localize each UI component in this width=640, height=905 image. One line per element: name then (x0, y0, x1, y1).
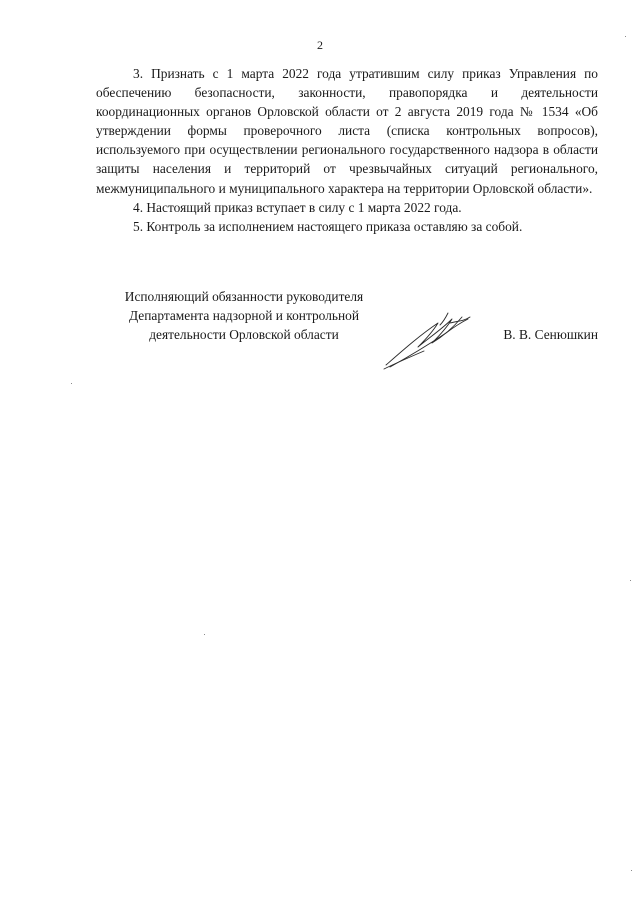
scan-speck (625, 36, 626, 37)
signer-title-line: Исполняющий обязанности руководителя (124, 289, 364, 304)
signer-name: В. В. Сенюшкин (503, 327, 598, 342)
paragraph-4: 4. Настоящий приказ вступает в силу с 1 марта 2022 года. (133, 199, 462, 215)
paragraph-3: 3. Признать с 1 марта 2022 года утратившим силу приказ Управления по обеспечению безопасности, законности, правопорядка и деятельности координационных органов Орловской области от 2 августа 2019 года № 1534 «Об утверждении формы проверочного листа (списка контрольных вопросов), используемого при осуществлении регионального государственного надзора в области защиты населения и территорий от чрезвычайных ситуаций регионального, межмуниципального и муниципального характера на территории Орловской области». (96, 66, 598, 196)
signature-block (96, 287, 598, 377)
scan-speck (630, 580, 631, 581)
signer-title-line: деятельности Орловской области (149, 327, 339, 342)
page-number: 2 (317, 38, 323, 52)
paragraph-5: 5. Контроль за исполнением настоящего приказа оставляю за собой. (133, 218, 523, 234)
scan-speck (631, 870, 632, 871)
signer-title-line: Департамента надзорной и контрольной (128, 308, 360, 323)
signer-title (96, 287, 392, 344)
order-body (96, 64, 598, 236)
handwritten-signature-icon (380, 307, 480, 371)
scan-speck (204, 634, 205, 635)
scan-speck (71, 383, 72, 384)
